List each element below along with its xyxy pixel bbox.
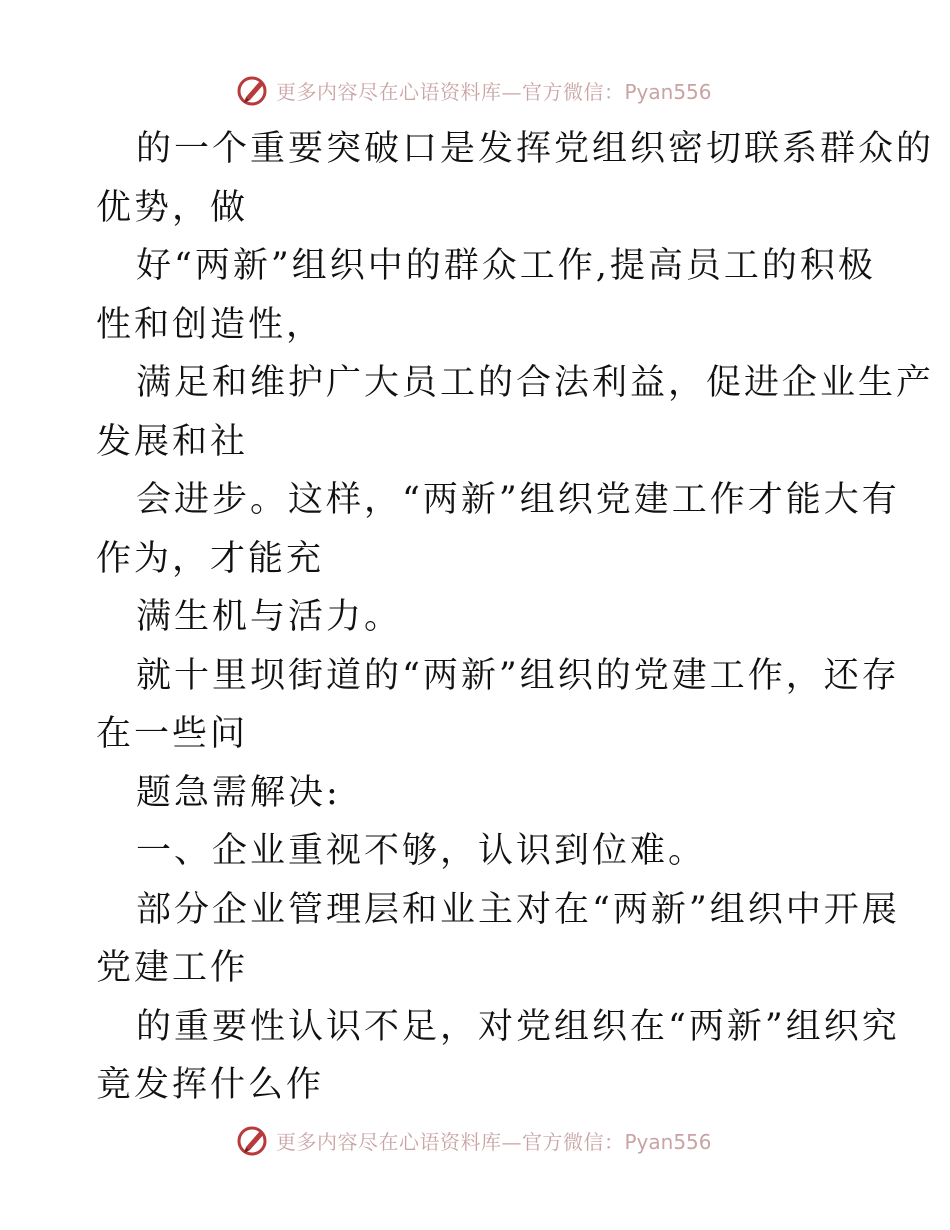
header-banner — [236, 72, 712, 108]
footer-wechat-id: Pyan556 — [624, 1129, 712, 1154]
body-line: 部分企业管理层和业主对在“两新”组织中开展 — [136, 889, 900, 930]
body-line: 题急需解决: — [136, 772, 341, 813]
body-line: 会进步。这样，“两新”组织党建工作才能大有 — [136, 480, 900, 520]
header-wechat-id: Pyan556 — [624, 79, 712, 104]
body-line: 性和创造性， — [96, 304, 325, 345]
body-line: 满生机与活力。 — [136, 597, 403, 637]
body-line: 好“两新”组织中的群众工作,提高员工的积极 — [136, 246, 876, 286]
footer-banner — [236, 1122, 712, 1158]
body-line: 就十里坝街道的“两新”组织的党建工作，还存 — [136, 655, 900, 696]
body-line: 一、企业重视不够，认识到位难。 — [136, 831, 707, 871]
logo-pen-icon — [236, 1123, 270, 1157]
body-line: 竟发挥什么作 — [96, 1065, 325, 1105]
body-line: 在一些问 — [96, 714, 249, 754]
body-line: 的重要性认识不足，对党组织在“两新”组织究 — [136, 1006, 900, 1047]
document-body — [96, 120, 935, 1115]
logo-pen-icon — [236, 73, 270, 107]
body-line: 优势，做 — [96, 187, 249, 228]
body-line: 满足和维护广大员工的合法利益，促进企业生产 — [136, 363, 935, 403]
body-line: 作为，才能充 — [96, 538, 325, 579]
header-brand-text: 更多内容尽在心语资料库—官方微信：Pyan556 — [276, 79, 712, 104]
footer-brand-text: 更多内容尽在心语资料库—官方微信：Pyan556 — [276, 1129, 712, 1154]
body-line: 党建工作 — [96, 948, 249, 988]
body-line: 发展和社 — [96, 421, 249, 462]
body-line: 的一个重要突破口是发挥党组织密切联系群众的 — [136, 129, 935, 169]
